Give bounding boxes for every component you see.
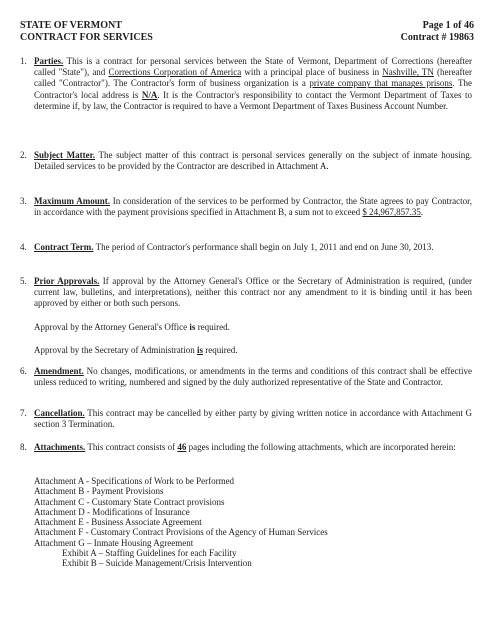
section-body	[34, 408, 472, 430]
section-contract-term	[20, 242, 472, 253]
section-parties	[20, 56, 472, 112]
section-number: 6.	[20, 366, 27, 376]
exhibit-item: Exhibit B – Suicide Management/Crisis Intervention	[62, 558, 252, 569]
section-body	[34, 366, 472, 388]
section-title: Cancellation.	[34, 408, 85, 418]
section-text: pages including the following attachments, which are incorporated herein:	[186, 442, 456, 452]
header-right	[401, 20, 474, 44]
contractor-name: Corrections Corporation of America	[108, 67, 242, 78]
attachment-item: Attachment E - Business Associate Agreement	[34, 517, 202, 528]
ag-approval-line	[34, 322, 230, 333]
section-number: 1.	[20, 56, 27, 66]
section-title: Maximum Amount.	[34, 196, 110, 206]
section-text: The subject matter of this contract is personal services generally on the subject of inmate housing. Detailed services to be provided by the Contractor are described in Attachment A.	[34, 150, 472, 172]
approval-text: required.	[195, 322, 230, 332]
section-title: Subject Matter.	[34, 150, 96, 160]
section-body	[34, 150, 472, 172]
attachment-item: Attachment G – Inmate Housing Agreement	[34, 537, 194, 548]
approval-text: required.	[202, 345, 238, 355]
attachment-item: Attachment A - Specifications of Work to be Performed	[34, 476, 235, 486]
section-text: This contract consists of	[85, 442, 178, 452]
secretary-approval-line	[34, 345, 237, 356]
section-cancellation	[20, 408, 472, 430]
section-body	[34, 242, 472, 253]
approval-status: is	[196, 345, 203, 355]
contract-number: Contract # 19863	[400, 32, 474, 43]
approval-text: Approval by the Attorney General's Office	[34, 322, 190, 332]
section-text: .	[420, 207, 424, 218]
attachment-item: Attachment B - Payment Provisions	[34, 486, 164, 497]
business-form: private company that manages prisons	[309, 78, 453, 89]
section-body	[34, 276, 472, 310]
contractor-location: Nashville, TN	[382, 67, 434, 78]
section-text: The period of Contractor's performance shall begin on July 1, 2011 and end on June 30, 2013.	[93, 242, 434, 252]
exhibit-item: Exhibit A – Staffing Guidelines for each Facility	[62, 548, 237, 559]
section-number: 5.	[20, 276, 27, 286]
section-number: 7.	[20, 408, 27, 418]
section-title: Contract Term.	[34, 242, 94, 252]
attachment-item: Attachment C - Customary State Contract provisions	[34, 496, 225, 507]
section-number: 2.	[20, 150, 27, 160]
contract-type-title: CONTRACT FOR SERVICES	[20, 32, 153, 43]
approval-text: Approval by the Secretary of Administration	[34, 345, 197, 355]
page-count: 46	[177, 442, 187, 452]
page-number: Page 1 of 46	[422, 20, 474, 31]
section-text: No changes, modifications, or amendments in the terms and conditions of this contract shall be effective unless reduced to writing, numbered and signed by the duly authorized representative of the State and Contractor.	[34, 366, 472, 388]
section-text: This contract may be cancelled by either party by giving written notice in accordance with Attachment G section 3 Termination.	[34, 408, 472, 430]
section-number: 3.	[20, 196, 27, 206]
section-number: 8.	[20, 442, 27, 452]
section-text: (hereafter called "Contractor"). The Contractor's form of business organization is a	[34, 67, 472, 89]
section-maximum-amount	[20, 196, 472, 218]
attachment-item: Attachment F - Customary Contract Provisions of the Agency of Human Services	[34, 527, 328, 538]
section-title: Attachments.	[34, 442, 86, 452]
approval-status: is	[189, 322, 196, 332]
section-text: In consideration of the services to be performed by Contractor, the State agrees to pay Contractor, in accordance with the payment provisions specified in Attachment B, a sum not to exceed	[34, 196, 472, 218]
section-text: . The Contractor's local address is	[34, 78, 472, 100]
section-attachments	[20, 442, 472, 453]
section-text: This is a contract for personal services between the State of Vermont, Department of Corrections (hereafter called "State"), and	[34, 56, 472, 78]
section-number: 4.	[20, 242, 27, 252]
section-body	[34, 196, 472, 218]
section-text: . It is the Contractor's responsibility to contact the Vermont Department of Taxes to determine if, by law, the Contractor is required to have a Vermont Department of Taxes Business Account Number.	[34, 89, 472, 111]
section-subject-matter	[20, 150, 472, 172]
attachment-list	[34, 476, 328, 569]
max-amount-value: $ 24,967,857.35	[362, 207, 421, 218]
state-title: STATE OF VERMONT	[20, 20, 122, 31]
section-amendment	[20, 366, 472, 388]
section-text: If approval by the Attorney General's Office or the Secretary of Administration is required, (under current law, bulletins, and interpretations), neither this contract nor any amendment to it is binding until it has been approved by either or both such persons.	[34, 276, 472, 309]
section-title: Prior Approvals.	[34, 276, 100, 286]
section-body	[34, 442, 472, 453]
section-title: Parties.	[34, 56, 64, 66]
section-text: with a principal place of business in	[241, 67, 383, 78]
section-title: Amendment.	[34, 366, 84, 376]
header-left	[20, 20, 153, 44]
attachment-item: Attachment D - Modifications of Insurance	[34, 506, 190, 517]
local-address: N/A	[141, 89, 158, 100]
section-body	[34, 56, 472, 112]
section-prior-approvals	[20, 276, 472, 310]
